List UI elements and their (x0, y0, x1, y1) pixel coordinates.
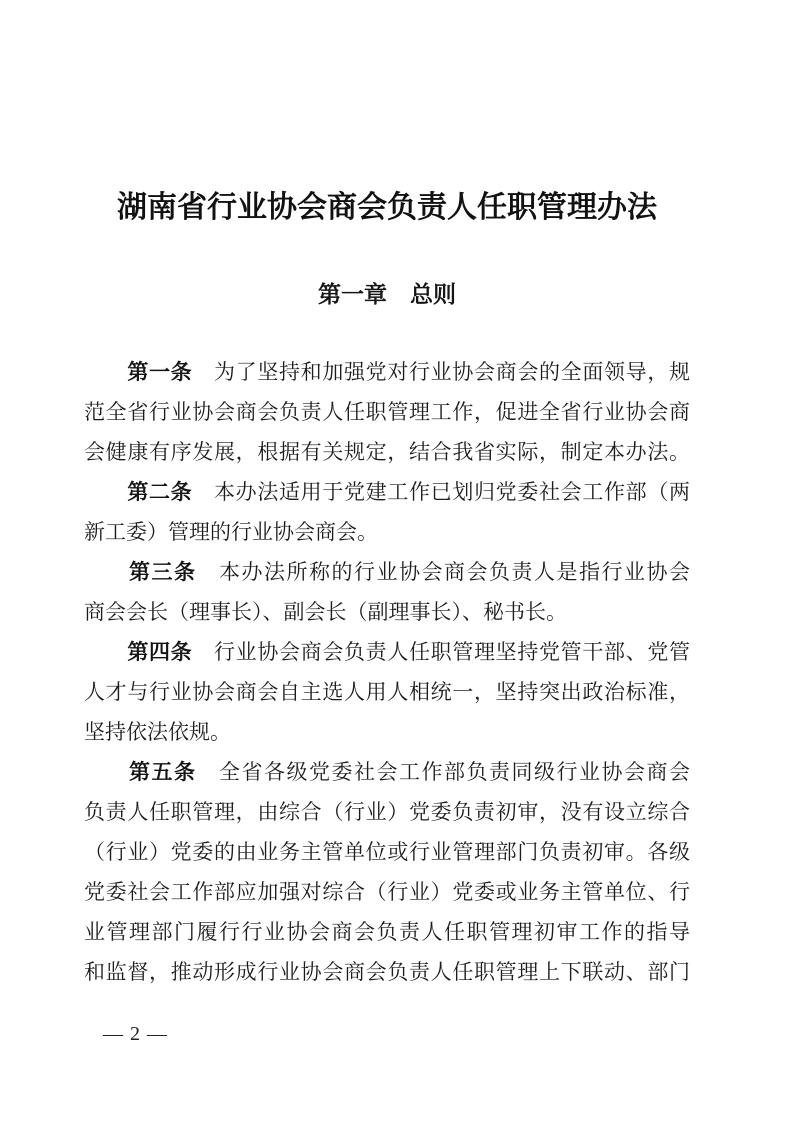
text-line (84, 552, 690, 592)
text-line (84, 352, 690, 392)
article-number: 第三条 (129, 561, 197, 584)
text-line (84, 392, 690, 432)
document-body (84, 352, 690, 992)
text-segment (84, 640, 127, 664)
text-segment: 为了坚持和加强党对行业协会商会的全面领导，规 (192, 360, 690, 384)
article-number: 第五条 (129, 761, 197, 784)
text-segment: 负责人任职管理，由综合（行业）党委负责初审，没有设立综合 (84, 800, 690, 824)
text-line (84, 832, 690, 872)
article-number: 第一条 (127, 361, 193, 384)
text-segment (84, 560, 129, 584)
text-line (84, 672, 690, 712)
text-line (84, 752, 690, 792)
text-segment: 人才与行业协会商会自主选人用人相统一，坚持突出政治标准， (84, 680, 690, 704)
text-line (84, 472, 690, 512)
text-line (84, 712, 690, 752)
text-segment (84, 760, 129, 784)
text-segment: 商会会长（理事长）、副会长（副理事长）、秘书长。 (84, 600, 567, 624)
text-segment (84, 480, 127, 504)
text-segment: 和监督，推动形成行业协会商会负责人任职管理上下联动、部门 (84, 960, 690, 984)
text-line (84, 952, 690, 992)
paragraph (84, 472, 690, 552)
text-segment (84, 360, 127, 384)
text-line (84, 632, 690, 672)
paragraph (84, 352, 690, 472)
document-content (84, 0, 690, 992)
page-number: — 2 — (103, 1023, 168, 1045)
text-segment: 党委社会工作部应加强对综合（行业）党委或业务主管单位、行 (84, 880, 690, 904)
text-segment: 行业协会商会负责人任职管理坚持党管干部、党管 (192, 640, 690, 664)
text-segment: 新工委）管理的行业协会商会。 (84, 520, 378, 544)
paragraph (84, 632, 690, 752)
text-line (84, 512, 690, 552)
text-segment: 本办法所称的行业协会商会负责人是指行业协会 (196, 560, 690, 584)
article-number: 第四条 (127, 641, 193, 664)
document-title: 湖南省行业协会商会负责人任职管理办法 (117, 191, 657, 224)
text-line (84, 592, 690, 632)
article-number: 第二条 (127, 481, 193, 504)
text-line (84, 912, 690, 952)
text-segment: 全省各级党委社会工作部负责同级行业协会商会 (196, 760, 690, 784)
paragraph (84, 752, 690, 992)
text-segment: 坚持依法依规。 (84, 720, 231, 744)
text-segment: 本办法适用于党建工作已划归党委社会工作部（两 (192, 480, 690, 504)
chapter-heading: 第一章 总则 (318, 281, 456, 307)
text-segment: （行业）党委的由业务主管单位或行业管理部门负责初审。各级 (84, 840, 690, 864)
text-segment: 业管理部门履行行业协会商会负责人任职管理初审工作的指导 (84, 920, 690, 944)
paragraph (84, 552, 690, 632)
text-segment: 范全省行业协会商会负责人任职管理工作，促进全省行业协会商 (84, 400, 690, 424)
text-line (84, 872, 690, 912)
text-line (84, 432, 690, 472)
text-line (84, 792, 690, 832)
text-segment: 会健康有序发展，根据有关规定，结合我省实际，制定本办法。 (84, 440, 690, 464)
